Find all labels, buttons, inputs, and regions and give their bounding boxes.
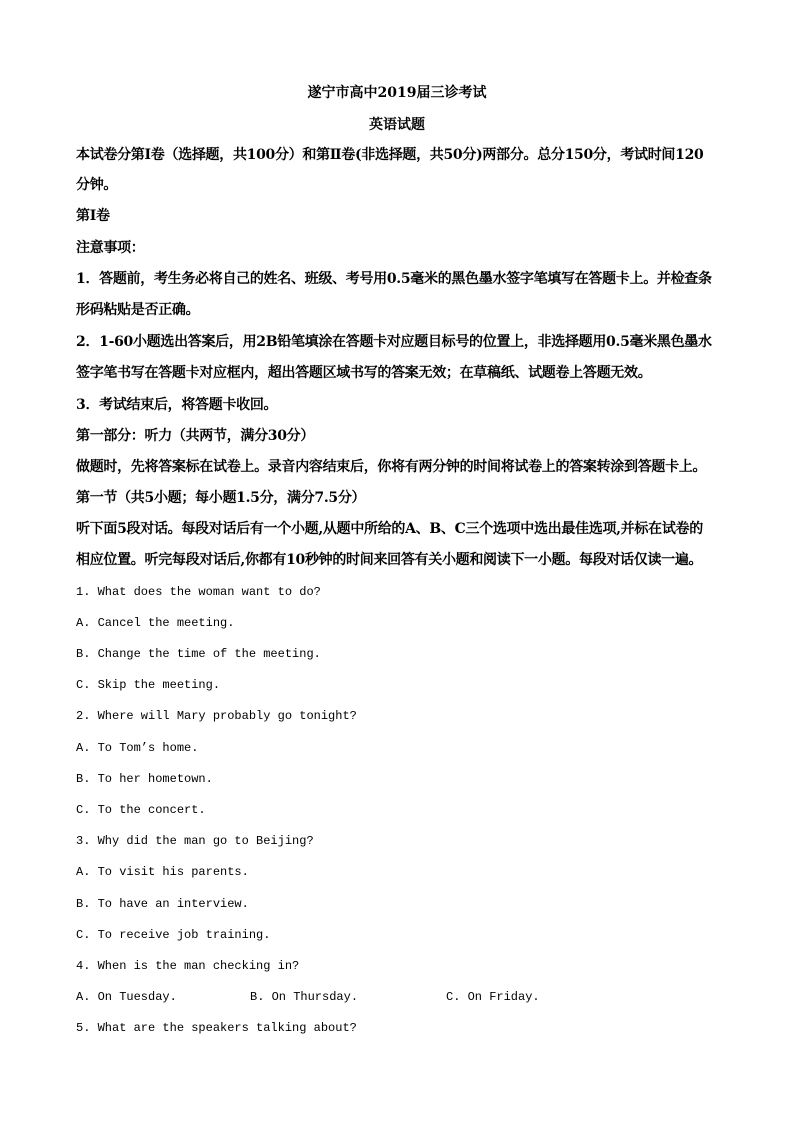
question-4-option-a: A. On Tuesday. xyxy=(76,990,177,1004)
question-4-options xyxy=(76,989,726,1005)
question-4: 4. When is the man checking in? xyxy=(76,959,300,973)
exam-subtitle: 英语试题 xyxy=(369,117,425,133)
notes-item-3: 3．考试结束后，将答题卡收回。 xyxy=(76,397,278,413)
exam-title: 遂宁市高中2019届三诊考试 xyxy=(307,85,487,101)
subsection-1-instruction-line-1: 听下面5段对话。每段对话后有一个小题,从题中所给的A、B、C三个选项中选出最佳选项,并标在试卷的 xyxy=(76,521,703,537)
question-2-option-b: B. To her hometown. xyxy=(76,772,213,786)
notes-item-1-line-2: 形码粘贴是否正确。 xyxy=(76,302,200,318)
question-4-option-b: B. On Thursday. xyxy=(250,990,359,1004)
question-1-option-b: B. Change the time of the meeting. xyxy=(76,647,321,661)
notes-item-1-line-1: 1．答题前，考生务必将自己的姓名、班级、考号用0.5毫米的黑色墨水签字笔填写在答题卡上。并检查条 xyxy=(76,271,712,287)
question-3-option-a: A. To visit his parents. xyxy=(76,865,249,879)
notes-item-2-line-2: 签字笔书写在答题卡对应框内，超出答题区域书写的答案无效；在草稿纸、试题卷上答题无效。 xyxy=(76,365,652,381)
question-4-option-c: C. On Friday. xyxy=(446,990,540,1004)
notes-item-2-line-1: 2．1-60小题选出答案后，用2B铅笔填涂在答题卡对应题目标号的位置上，非选择题用0.5毫米黑色墨水 xyxy=(76,334,712,350)
question-3-option-c: C. To receive job training. xyxy=(76,928,271,942)
question-1-option-c: C. Skip the meeting. xyxy=(76,678,221,692)
question-5: 5. What are the speakers talking about? xyxy=(76,1021,357,1035)
question-3-option-b: B. To have an interview. xyxy=(76,897,249,911)
question-1-option-a: A. Cancel the meeting. xyxy=(76,616,235,630)
question-3: 3. Why did the man go to Beijing? xyxy=(76,834,314,848)
notes-heading: 注意事项： xyxy=(76,240,145,256)
question-2: 2. Where will Mary probably go tonight? xyxy=(76,709,357,723)
subsection-1-heading: 第一节（共5小题；每小题1.5分，满分7.5分） xyxy=(76,490,366,506)
subsection-1-instruction-line-2: 相应位置。听完每段对话后,你都有10秒钟的时间来回答有关小题和阅读下一小题。每段对话仅读一遍。 xyxy=(76,552,703,568)
section-1-instruction: 做题时，先将答案标在试卷上。录音内容结束后，你将有两分钟的时间将试卷上的答案转涂到答题卡上。 xyxy=(76,459,707,475)
part-label: 第Ⅰ卷 xyxy=(76,208,110,224)
intro-line-1: 本试卷分第Ⅰ卷（选择题，共100分）和第Ⅱ卷(非选择题，共50分)两部分。总分150分，考试时间120 xyxy=(76,147,704,163)
question-2-option-c: C. To the concert. xyxy=(76,803,206,817)
section-1-heading: 第一部分：听力（共两节，满分30分） xyxy=(76,428,315,444)
question-1: 1. What does the woman want to do? xyxy=(76,585,321,599)
question-2-option-a: A. To Tom’s home. xyxy=(76,741,199,755)
intro-line-2: 分钟。 xyxy=(76,177,118,193)
